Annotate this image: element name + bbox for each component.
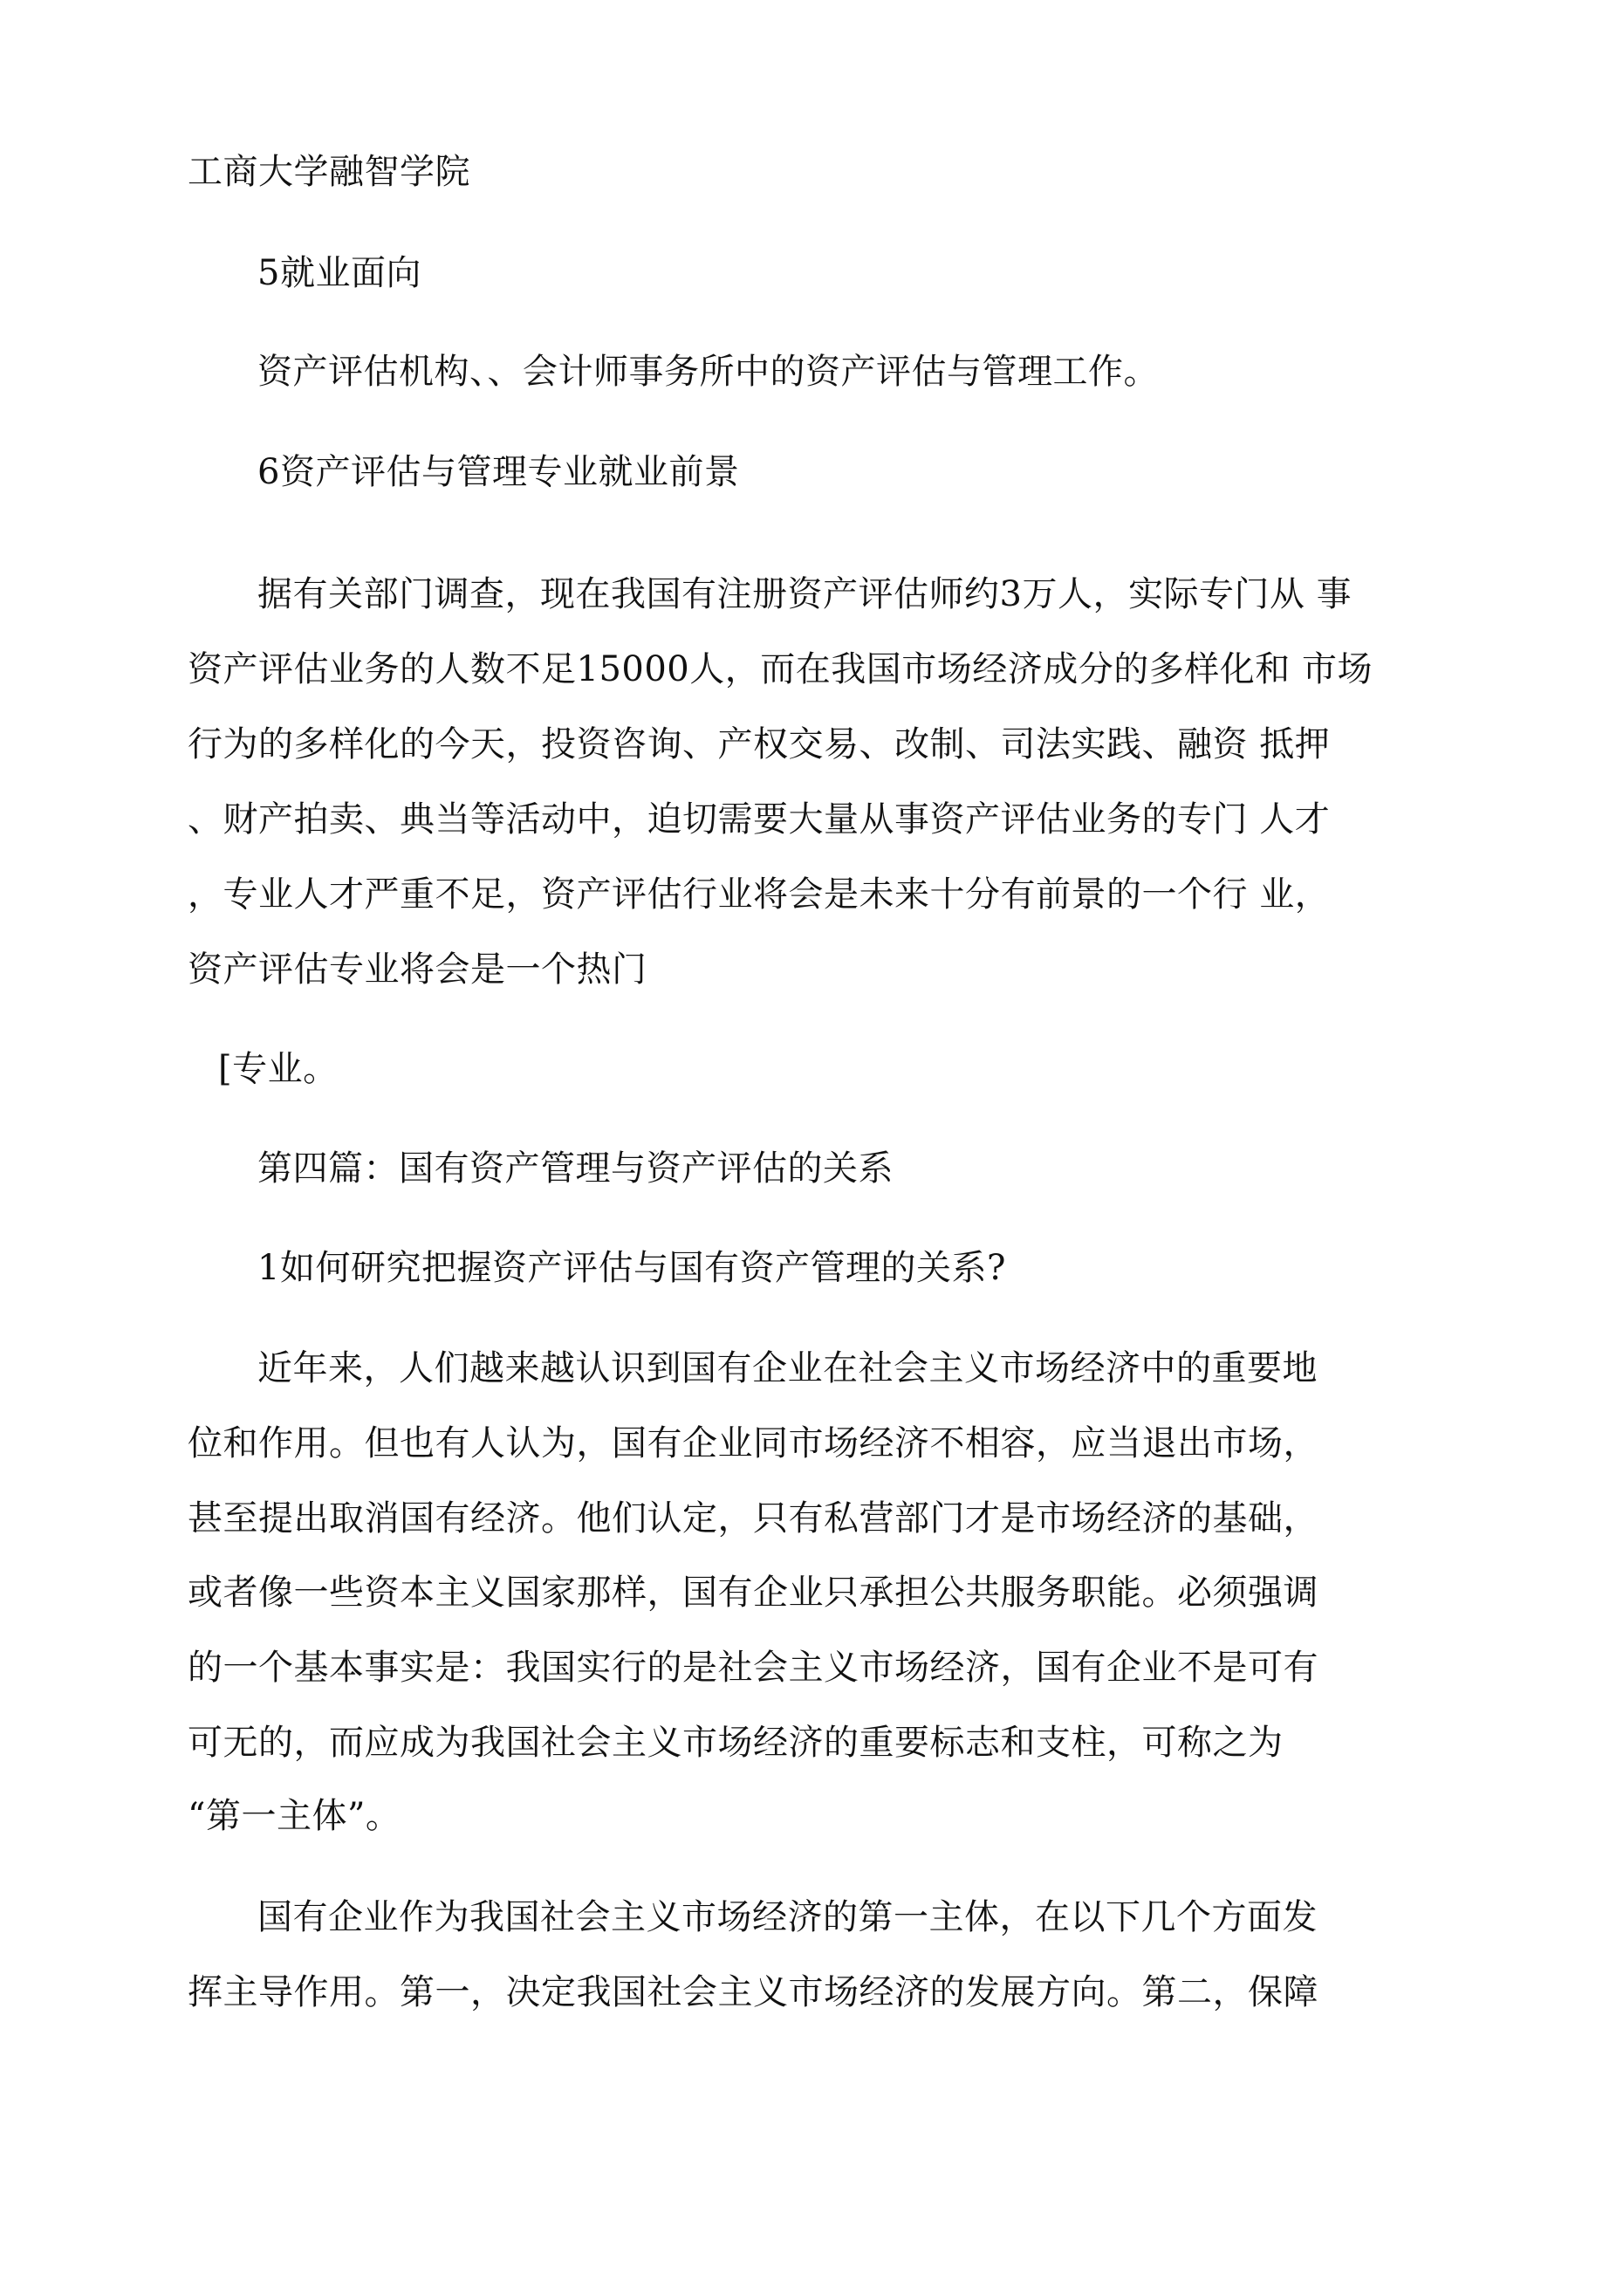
paragraph-line: 资产评估专业将会是一个热门 (188, 949, 647, 990)
paragraph-line: ，专业人才严重不足，资产评估行业将会是未来十分有前景的一个行 业， (188, 874, 1331, 915)
paragraph-line: 位和作用。但也有人认为，国有企业同市场经济不相容，应当退出市场， (188, 1423, 1318, 1463)
paragraph-line: 挥主导作用。第一，决定我国社会主义市场经济的发展方向。第二，保障 (188, 1972, 1318, 2012)
paragraph-line: 、财产拍卖、典当等活动中，迫切需要大量从事资产评估业务的专门 人才 (188, 799, 1331, 840)
paragraph-line: 甚至提出取消国有经济。他们认定，只有私营部门才是市场经济的基础， (188, 1498, 1318, 1539)
paragraph-line: [专业。 (218, 1049, 339, 1089)
document-header: 工商大学融智学院 (188, 152, 470, 192)
section-heading: 1如何研究把握资产评估与国有资产管理的关系? (257, 1248, 1006, 1288)
paragraph-line: “第一主体”。 (188, 1796, 401, 1836)
paragraph-line: 资产评估机构、、会计师事务所中的资产评估与管理工作。 (257, 352, 1159, 392)
paragraph-line: 据有关部门调查，现在我国有注册资产评估师约3万人，实际专门从 事 (257, 574, 1352, 614)
paragraph-line: 行为的多样化的今天，投资咨询、产权交易、改制、司法实践、融资 抵押 (188, 724, 1331, 764)
section-heading: 5就业面向 (257, 253, 421, 293)
paragraph-line: 近年来，人们越来越认识到国有企业在社会主义市场经济中的重要地 (257, 1348, 1318, 1388)
paragraph-line: 资产评估业务的人数不足15000人，而在我国市场经济成分的多样化和 市场 (188, 649, 1373, 689)
paragraph-line: 可无的，而应成为我国社会主义市场经济的重要标志和支柱，可称之为 (188, 1723, 1284, 1763)
paragraph-line: 的一个基本事实是：我国实行的是社会主义市场经济，国有企业不是可有 (188, 1648, 1318, 1688)
paragraph-line: 或者像一些资本主义国家那样，国有企业只承担公共服务职能。必须强调 (188, 1573, 1318, 1613)
paragraph-line: 国有企业作为我国社会主义市场经济的第一主体，在以下几个方面发 (257, 1897, 1318, 1937)
section-heading: 第四篇：国有资产管理与资产评估的关系 (257, 1148, 894, 1189)
section-heading: 6资产评估与管理专业就业前景 (257, 452, 740, 492)
